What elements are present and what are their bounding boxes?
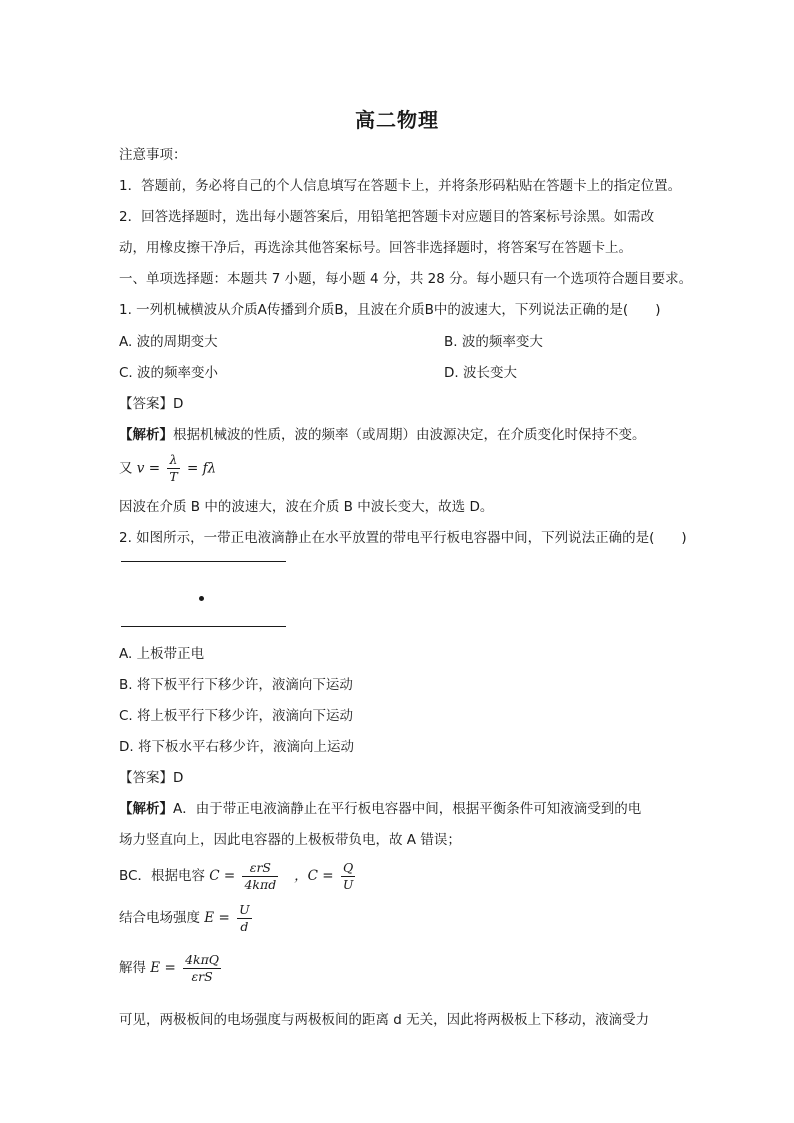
q2-cap1-fraction — [242, 860, 278, 893]
q2-cap2-den: U — [342, 876, 354, 892]
q1-formula-num: λ — [167, 452, 179, 469]
q2-analysis-line-1 — [119, 800, 641, 818]
q1-option-b: B. 波的频率变大 — [444, 334, 543, 350]
q2-field-fraction — [237, 902, 252, 935]
q1-formula-lhs: v = — [136, 460, 161, 477]
q2-option-a: A. 上板带正电 — [119, 646, 205, 662]
q1-stem: 1. 一列机械横波从介质A传播到介质B，且波在介质B中的波速大，下列说法正确的是( ) — [119, 302, 661, 318]
q1-formula — [119, 452, 216, 485]
page-title: 高二物理 — [355, 108, 439, 132]
q1-option-a: A. 波的周期变大 — [119, 334, 218, 350]
capacitor-lower-plate — [121, 626, 286, 627]
q2-analysis-tag: 【解析】 — [119, 801, 173, 817]
notice-item-1: 1．答题前，务必将自己的个人信息填写在答题卡上，并将条形码粘贴在答题卡上的指定位置。 — [119, 178, 682, 194]
q2-option-c: C. 将上板平行下移少许，液滴向下运动 — [119, 708, 354, 724]
notice-item-2-line-2: 动，用橡皮擦干净后，再选涂其他答案标号。回答非选择题时，将答案写在答题卡上。 — [119, 240, 632, 256]
q1-analysis — [119, 426, 646, 444]
q1-analysis-tag: 【解析】 — [119, 427, 173, 443]
q2-analysis-line-2: 场力竖直向上，因此电容器的上极板带负电，故 A 错误； — [119, 832, 461, 848]
q1-formula-den: T — [169, 469, 178, 484]
q2-cap1-num: εrS — [242, 860, 278, 877]
q1-answer: 【答案】D — [119, 396, 184, 412]
q2-answer: 【答案】D — [119, 770, 184, 786]
q2-bc-prefix: BC．根据电容 — [119, 868, 205, 884]
capacitor-upper-plate — [121, 561, 286, 562]
q2-cap2-fraction — [341, 860, 356, 893]
q2-cap1-lhs: C = — [209, 868, 236, 884]
q2-field-formula — [119, 900, 255, 936]
q1-formula-fraction — [167, 452, 179, 485]
q2-solve-num: 4kπQ — [185, 951, 220, 967]
q1-conclusion: 因波在介质 B 中的波速大，波在介质 B 中波长变大，故选 D。 — [119, 499, 494, 515]
notice-item-2-line-1: 2．回答选择题时，选出每小题答案后，用铅笔把答题卡对应题目的答案标号涂黑。如需改 — [119, 209, 655, 225]
q2-stem: 2. 如图所示，一带正电液滴静止在水平放置的带电平行板电容器中间，下列说法正确的是( ) — [119, 530, 687, 546]
section-heading: 一、单项选择题：本题共 7 小题，每小题 4 分，共 28 分。每小题只有一个选项符合题目要求。 — [119, 271, 693, 287]
q2-capacitance-formula — [119, 858, 358, 894]
q2-field-prefix: 结合电场强度 — [119, 910, 200, 926]
charged-droplet — [199, 596, 204, 601]
q2-solve-lhs: E = — [150, 960, 176, 976]
notice-heading: 注意事项： — [119, 147, 187, 163]
q1-formula-prefix: 又 — [119, 460, 133, 477]
q1-option-d: D. 波长变大 — [444, 365, 517, 381]
q2-analysis-text-1: A．由于带正电液滴静止在平行板电容器中间，根据平衡条件可知液滴受到的电 — [173, 801, 642, 817]
q1-analysis-text: 根据机械波的性质，波的频率（或周期）由波源决定，在介质变化时保持不变。 — [173, 427, 646, 443]
q2-option-b: B. 将下板平行下移少许，液滴向下运动 — [119, 677, 353, 693]
q2-field-num: U — [239, 901, 250, 917]
q2-last-line: 可见，两极板间的电场强度与两极板间的距离 d 无关，因此将两极板上下移动，液滴受力 — [119, 1012, 650, 1028]
q2-solve-fraction — [183, 952, 221, 985]
q2-solve-den: εrS — [191, 968, 213, 984]
q2-solve-formula — [119, 950, 224, 986]
q2-field-lhs: E = — [204, 910, 230, 926]
q2-option-d: D. 将下板水平右移少许，液滴向上运动 — [119, 739, 354, 755]
q2-field-den: d — [240, 918, 249, 934]
q2-cap2-num: Q — [341, 860, 356, 877]
q2-cap2-lhs: ，C = — [294, 868, 334, 884]
q1-option-c: C. 波的频率变小 — [119, 365, 219, 381]
q1-formula-rhs: = fλ — [186, 460, 217, 477]
q2-solve-prefix: 解得 — [119, 960, 146, 976]
q2-cap1-den: 4kπd — [244, 876, 277, 892]
